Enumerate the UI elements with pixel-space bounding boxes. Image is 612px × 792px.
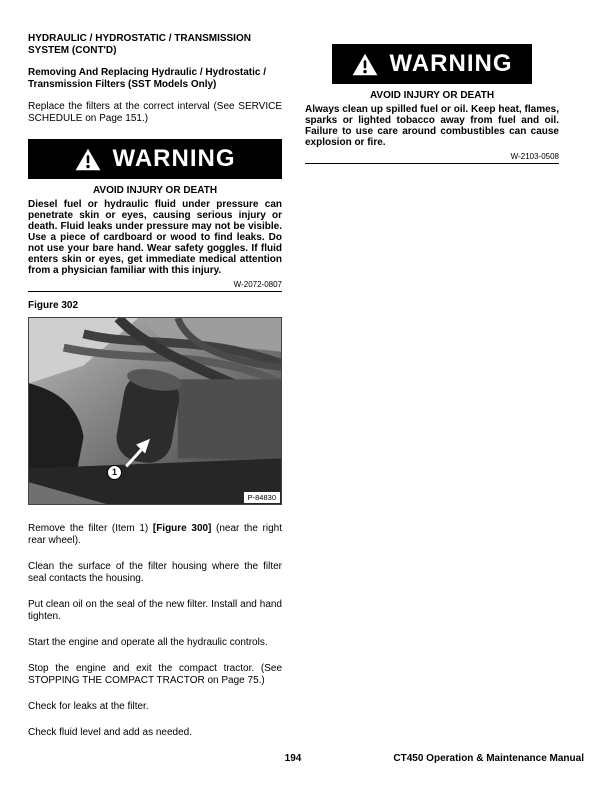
paragraph-text: Remove the filter (Item 1) bbox=[28, 523, 153, 534]
paragraph-text: (near the right rear wheel). bbox=[28, 523, 282, 546]
section-divider bbox=[28, 291, 282, 292]
body-paragraph: Put clean oil on the seal of the new filter. Install and hand tighten. bbox=[28, 599, 282, 622]
right-column bbox=[305, 44, 559, 172]
warning-banner-left bbox=[28, 139, 282, 179]
section-title: HYDRAULIC / HYDROSTATIC / TRANSMISSION SYSTEM (CONT'D) bbox=[28, 33, 251, 56]
photo-code-label: P-84830 bbox=[244, 492, 280, 503]
section-divider bbox=[305, 163, 559, 164]
body-paragraph: Check for leaks at the filter. bbox=[28, 701, 149, 712]
warning-code: W-2072-0807 bbox=[233, 280, 282, 289]
manual-title: CT450 Operation & Maintenance Manual bbox=[393, 753, 584, 764]
page-footer bbox=[0, 753, 612, 769]
left-column bbox=[28, 33, 282, 753]
warning-heading: AVOID INJURY OR DEATH bbox=[369, 90, 495, 101]
body-paragraph: Check fluid level and add as needed. bbox=[28, 727, 193, 738]
figure-photo-image bbox=[29, 318, 281, 504]
body-paragraph: Stop the engine and exit the compact tractor. (See STOPPING THE COMPACT TRACTOR on Page 75.) bbox=[28, 663, 282, 686]
warning-triangle-icon bbox=[75, 148, 101, 171]
figure-photo bbox=[28, 317, 282, 505]
intro-paragraph: Replace the filters at the correct interval (See SERVICE SCHEDULE on Page 151.) bbox=[28, 101, 282, 124]
figure-reference: [Figure 300] bbox=[152, 523, 212, 534]
figure-label: Figure 302 bbox=[28, 300, 79, 311]
body-paragraph: Start the engine and operate all the hydraulic controls. bbox=[28, 637, 268, 648]
body-paragraph-remove-filter bbox=[28, 523, 282, 547]
warning-heading: AVOID INJURY OR DEATH bbox=[92, 185, 218, 196]
subsection-title: Removing And Replacing Hydraulic / Hydrostatic / Transmission Filters (SST Models Only) bbox=[28, 67, 267, 90]
page-number: 194 bbox=[284, 753, 302, 764]
warning-banner-right bbox=[332, 44, 532, 84]
body-paragraph: Clean the surface of the filter housing where the filter seal contacts the housing. bbox=[28, 561, 282, 584]
figure-callout-1: 1 bbox=[107, 465, 122, 480]
warning-body: Diesel fuel or hydraulic fluid under pressure can penetrate skin or eyes, causing serious injury or death. Fluid leaks under pressure may not be visible. Use a piece of cardboard or wood to find leaks. Do not use your bare hand. Wear safety goggles. If fluid enters skin or eyes, get immediate medical attention from a physician familiar with this injury. bbox=[28, 199, 282, 276]
warning-label: WARNING bbox=[389, 50, 513, 77]
warning-triangle-icon bbox=[352, 53, 378, 76]
warning-body: Always clean up spilled fuel or oil. Keep heat, flames, sparks or lighted tobacco away from fuel and oil. Failure to use care around combustibles can cause explosion or fire. bbox=[305, 104, 559, 148]
warning-code: W-2103-0508 bbox=[510, 152, 559, 161]
warning-label: WARNING bbox=[112, 145, 236, 172]
